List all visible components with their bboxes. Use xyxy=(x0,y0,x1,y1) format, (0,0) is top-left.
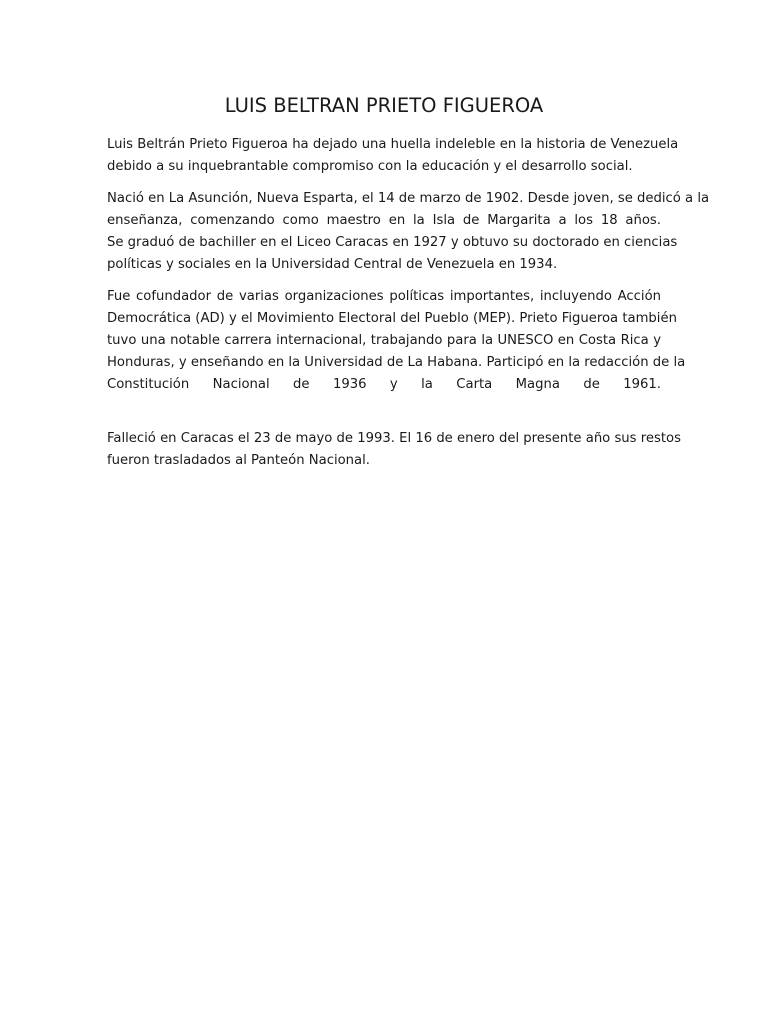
text-line: Democrática (AD) y el Movimiento Electoral del Pueblo (MEP). Prieto Figueroa también xyxy=(107,311,677,326)
paragraph-birth-education xyxy=(107,188,710,276)
paragraph-intro xyxy=(107,134,679,178)
blank-line xyxy=(107,396,661,418)
text-line: Constitución Nacional de 1936 y la Carta Magna de 1961. xyxy=(107,377,661,392)
document-body xyxy=(107,92,710,482)
text-line: Luis Beltrán Prieto Figueroa ha dejado una huella indeleble en la historia de Venezuela xyxy=(107,137,679,152)
text-line: Fue cofundador de varias organizaciones políticas importantes, incluyendo Acción xyxy=(107,289,661,304)
text-line: fueron trasladados al Panteón Nacional. xyxy=(107,453,370,468)
text-line: Honduras, y enseñando en la Universidad de La Habana. Participó en la redacción de la xyxy=(107,355,686,370)
text-line: políticas y sociales en la Universidad Central de Venezuela en 1934. xyxy=(107,257,558,272)
document-title: LUIS BELTRAN PRIETO FIGUEROA xyxy=(224,94,544,117)
text-line: debido a su inquebrantable compromiso con la educación y el desarrollo social. xyxy=(107,159,633,174)
text-line: Falleció en Caracas el 23 de mayo de 1993. El 16 de enero del presente año sus restos xyxy=(107,431,681,446)
paragraph-death xyxy=(107,428,681,472)
text-line: Nació en La Asunción, Nueva Esparta, el 14 de marzo de 1902. Desde joven, se dedicó a la xyxy=(107,191,710,206)
text-line: Se graduó de bachiller en el Liceo Caracas en 1927 y obtuvo su doctorado en ciencias xyxy=(107,235,678,250)
text-line: tuvo una notable carrera internacional, trabajando para la UNESCO en Costa Rica y xyxy=(107,333,661,348)
paragraph-career xyxy=(107,286,686,418)
text-line: enseñanza, comenzando como maestro en la Isla de Margarita a los 18 años. xyxy=(107,213,661,228)
